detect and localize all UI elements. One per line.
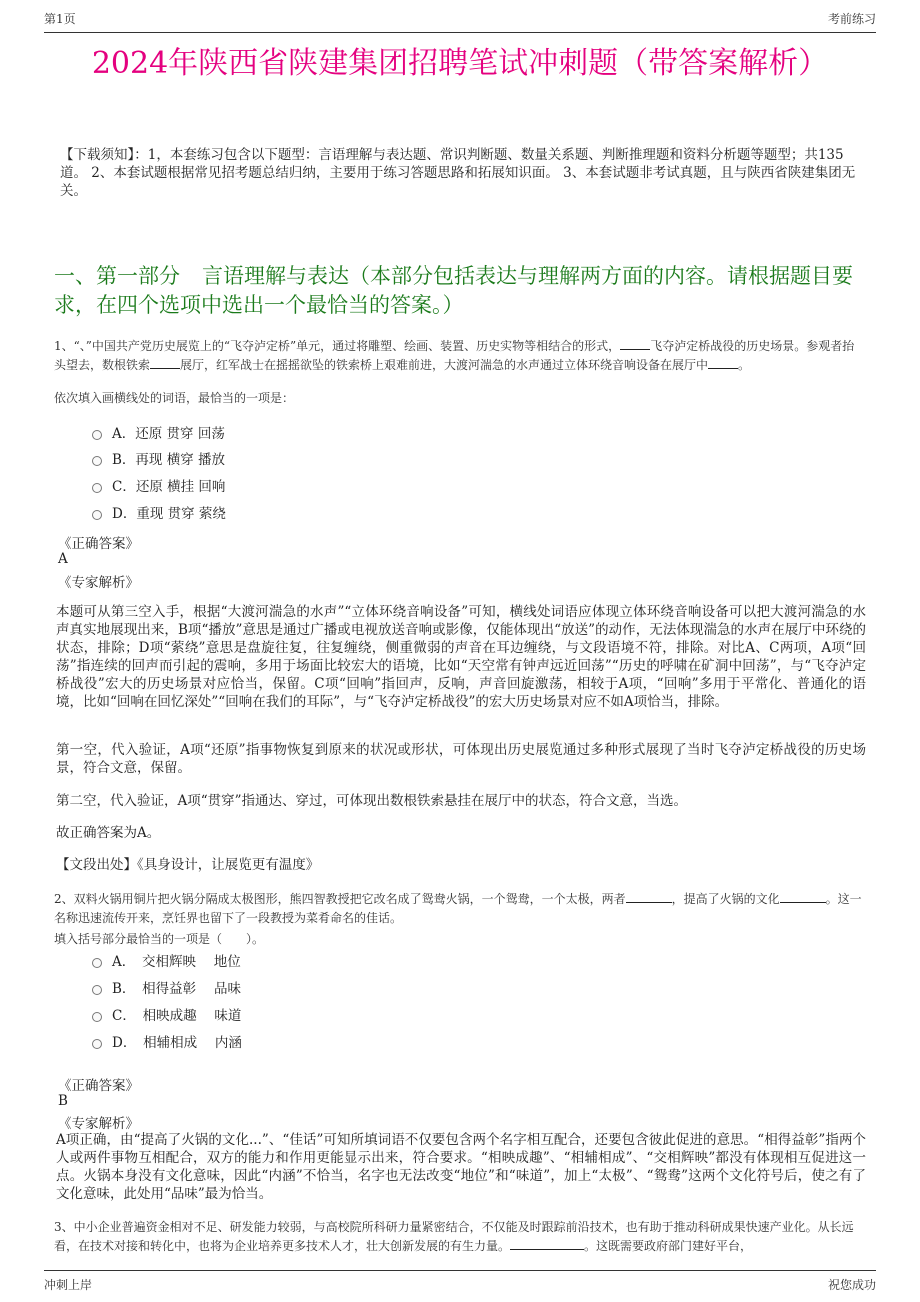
section-heading [54, 262, 866, 320]
question-2-stem: 2、双料火锅用铜片把火锅分隔成太极图形，熊四智教授把它改名成了鸳鸯火锅，一个鸳鸯，一个太极，两者 ，提高了火锅的文化 。这一名称迅速流传开来，烹饪界也留下了一段教授为菜肴命名的佳话。 [54, 892, 862, 925]
section-title: 言语理解与表达（本部分包括表达与理解两方面的内容。请根据题目要求，在四个选项中选出一个最恰当的答案。） [54, 264, 853, 317]
radio-icon[interactable] [92, 456, 102, 466]
blank [708, 356, 738, 369]
question-3-stem: 3、中小企业普遍资金相对不足、研发能力较弱，与高校院所科研力量紧密结合，不仅能及时跟踪前沿技术，也有助于推动科研成果快速产业化。从长远看，在技术对接和转化中，也将为企业培养更多技术人才，壮大创新发展的有生力量。 。这既需要政府部门建好平台， [54, 1220, 854, 1253]
q1-option-c[interactable]: C．还原 横挂 回响 [92, 475, 225, 495]
radio-icon[interactable] [92, 985, 102, 995]
header-label: 考前练习 [827, 12, 876, 26]
q1-option-b[interactable]: B．再现 横穿 播放 [92, 448, 225, 468]
q2-answer-label: 《正确答案》 [58, 1078, 139, 1094]
q1-analysis-paragraph: 本题可从第三空入手，根据“大渡河湍急的水声”“立体环绕音响设备”可知，横线处词语应体现立体环绕音响设备可以把大渡河湍急的水声真实地展现出来，B项“播放”意思是通过广播或电视放送音响或影像，仅能体现出“放送”的动作，无法体现湍急的水声在展厅中环绕的状态，排除；D项“萦绕”意思是盘旋往复，往复缠绕，侧重微弱的声音在耳边缠绕，与文段语境不符，排除。对比A、C两项，A项“回荡”指连续的回声而引起的震响，多用于场面比较宏大的语境，比如“天空常有钟声远近回荡”“历史的呼啸在矿洞中回荡”，与“飞夺泸定桥战役”宏大的历史场景对应恰当，保留。C项“回响”指回声，反响，声音回旋激荡，相较于A项，“回响”多用于平常化、普通化的语境，比如“回响在回忆深处”“回响在我们的耳际”，与“飞夺泸定桥战役”的宏大历史场景对应不如A项恰当，排除。 [56, 604, 866, 710]
q2-analysis-label: 《专家解析》 [58, 1116, 139, 1132]
q1-analysis-paragraph: 故正确答案为A。 [56, 825, 161, 841]
radio-icon[interactable] [92, 510, 102, 520]
radio-icon[interactable] [92, 958, 102, 968]
page-header [44, 10, 876, 33]
page-number: 第1页 [44, 12, 76, 26]
blank [620, 337, 650, 350]
blank [510, 1237, 584, 1250]
q1-option-a[interactable]: A．还原 贯穿 回荡 [92, 422, 225, 442]
page-footer [44, 1270, 876, 1293]
q2-option-b[interactable]: B． 相得益彰 品味 [92, 977, 241, 997]
radio-icon[interactable] [92, 1039, 102, 1049]
q2-analysis-paragraph: A项正确，由“提高了火锅的文化...”、“佳话”可知所填词语不仅要包含两个名字相互配合，还要包含彼此促进的意思。“相得益彰”指两个人或两件事物互相配合，双方的能力和作用更能显示出来，符合要求。“相映成趣”、“相辅相成”、“交相辉映”都没有体现相互促进这一点。火锅本身没有文化意味，因此“内涵”不恰当，名字也无法改变“地位”和“味道”，加上“太极”、“鸳鸯”这两个文化符号后，使之有了文化意味，此处用“品味”最为恰当。 [56, 1132, 866, 1202]
footer-left-label: 冲刺上岸 [44, 1278, 93, 1292]
document-title: 2024年陕西省陕建集团招聘笔试冲刺题（带答案解析） [91, 46, 829, 81]
question-2-prompt: 填入括号部分最恰当的一项是（ ）。 [54, 932, 265, 946]
blank [780, 890, 826, 903]
q1-source: 【文段出处】《具身设计，让展览更有温度》 [56, 857, 320, 873]
radio-icon[interactable] [92, 1012, 102, 1022]
blank [150, 356, 180, 369]
question-1-stem: 1、“、”中国共产党历史展览上的“飞夺泸定桥”单元，通过将雕塑、绘画、装置、历史实物等相结合的形式， 飞夺泸定桥战役的历史场景。参观者抬头望去，数根铁索 展厅，红军战士在摇摇欲坠的铁索桥上艰难前进，大渡河湍急的水声通过立体环绕音响设备在展厅中 。 [54, 339, 855, 372]
q1-answer-label: 《正确答案》 [58, 536, 139, 552]
section-number: 一、第一部分 [54, 264, 180, 288]
footer-right-label: 祝您成功 [827, 1278, 876, 1292]
q2-option-a[interactable]: A． 交相辉映 地位 [92, 950, 241, 970]
radio-icon[interactable] [92, 430, 102, 440]
q1-answer: A [58, 551, 68, 567]
q2-option-d[interactable]: D． 相辅相成 内涵 [92, 1031, 242, 1051]
q2-answer: B [58, 1093, 68, 1109]
blank [626, 890, 672, 903]
q1-option-d[interactable]: D．重现 贯穿 萦绕 [92, 502, 226, 522]
q1-analysis-paragraph: 第二空，代入验证，A项“贯穿”指通达、穿过，可体现出数根铁索悬挂在展厅中的状态，符合文意，当选。 [56, 793, 688, 809]
q1-analysis-paragraph: 第一空，代入验证，A项“还原”指事物恢复到原来的状况或形状，可体现出历史展览通过多种形式展现了当时飞夺泸定桥战役的历史场景，符合文意，保留。 [56, 742, 866, 776]
q1-analysis-label: 《专家解析》 [58, 575, 139, 591]
question-1-prompt: 依次填入画横线处的词语，最恰当的一项是： [54, 391, 295, 405]
download-notice: 【下载须知】：1，本套练习包含以下题型：言语理解与表达题、常识判断题、数量关系题、判断推理题和资料分析题等题型；共135道。 2、本套试题根据常见招考题总结归纳，主要用于练习答题思路和拓展知识面。 3、本套试题非考试真题，且与陕西省陕建集团无关。 [60, 147, 856, 199]
q2-option-c[interactable]: C． 相映成趣 味道 [92, 1004, 241, 1024]
radio-icon[interactable] [92, 483, 102, 493]
